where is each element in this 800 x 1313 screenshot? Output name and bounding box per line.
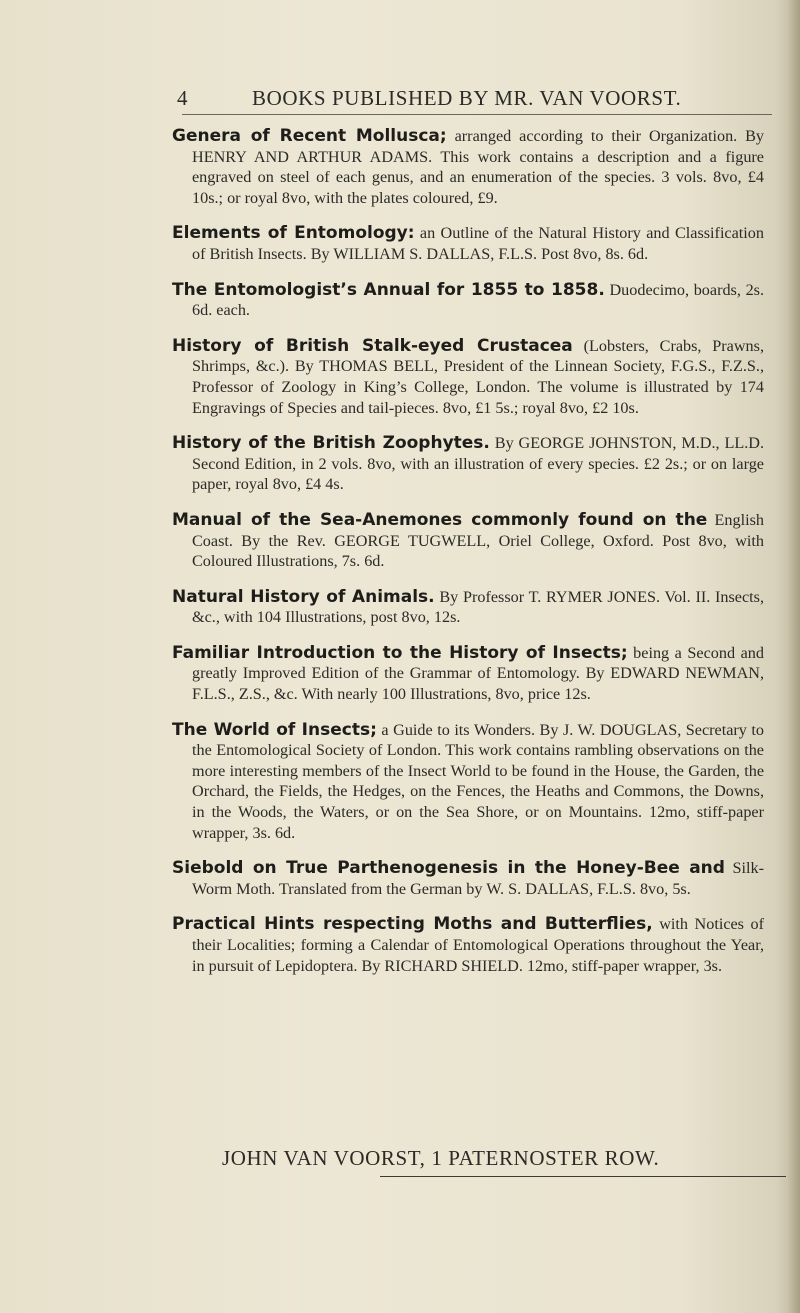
- entry-text: English Coast. By the Rev. GEORGE TUGWELL, Oriel College, Oxford. Post 8vo, with Coloured Illustrations, 7s. 6d.: [192, 510, 764, 571]
- entry-text: an Outline of the Natural History and Classification of British Insects. By WILLIAM S. DALLAS, F.L.S. Post 8vo, 8s. 6d.: [192, 224, 764, 263]
- catalogue-entry: [172, 587, 764, 628]
- page-header-title: BOOKS PUBLISHED BY MR. VAN VOORST.: [252, 86, 682, 110]
- publisher-imprint: JOHN VAN VOORST, 1 PATERNOSTER ROW.: [222, 1146, 660, 1170]
- entry-text: (Lobsters, Crabs, Prawns, Shrimps, &c.). By THOMAS BELL, President of the Linnean Society, F.G.S., F.Z.S., Professor of Zoology in King’s College, London. The volume is illustrated by 174 Engravings of Species and tail-pieces. 8vo, £1 5s.; royal 8vo, £2 10s.: [192, 336, 764, 417]
- page-number: 4: [177, 86, 189, 110]
- entry-text: Duodecimo, boards, 2s. 6d. each.: [192, 280, 765, 320]
- entry-title: Practical Hints respecting Moths and Butterflies,: [172, 914, 653, 935]
- entry-title: The Entomologist’s Annual for 1855 to 1858.: [172, 279, 605, 300]
- catalogue-entry: [172, 720, 764, 844]
- entry-text: By Professor T. RYMER JONES. Vol. II. Insects, &c., with 104 Illustrations, post 8vo, 12s.: [192, 587, 765, 627]
- page-edge-shadow: [786, 0, 800, 1313]
- entry-text: arranged according to their Organization. By HENRY AND ARTHUR ADAMS. This work contains a description and a figure engraved on steel of each genus, and an enumeration of the species. 3 vols. 8vo, £4 10s.; or royal 8vo, with the plates coloured, £9.: [192, 127, 765, 207]
- entry-text: By GEORGE JOHNSTON, M.D., LL.D. Second Edition, in 2 vols. 8vo, with an illustration of every species. £2 2s.; or on large paper, royal 8vo, £4 4s.: [192, 434, 765, 494]
- catalogue-entry: [172, 126, 764, 208]
- entry-title: History of British Stalk-eyed Crustacea: [172, 335, 573, 356]
- entry-title: Manual of the Sea-Anemones commonly found on the: [172, 509, 708, 530]
- entry-text: a Guide to its Wonders. By J. W. DOUGLAS, Secretary to the Entomological Society of London. This work contains rambling observations on the more interesting members of the Insect World to be found in the House, the Garden, the Orchard, the Fields, the Hedges, on the Fences, the Heaths and Commons, the Downs, in the Woods, the Waters, or on the Sea Shore, or on Mountains. 12mo, stiff-paper wrapper, 3s. 6d.: [192, 720, 765, 842]
- entry-title: Natural History of Animals.: [172, 586, 435, 607]
- catalogue-entry: [172, 223, 764, 264]
- catalogue-entries: [172, 126, 764, 991]
- catalogue-entry: [172, 433, 764, 495]
- entry-text: being a Second and greatly Improved Edition of the Grammar of Entomology. By EDWARD NEWMAN, F.L.S., Z.S., &c. With nearly 100 Illustrations, 8vo, price 12s.: [192, 643, 764, 704]
- catalogue-entry: [172, 280, 764, 321]
- catalogue-entry: [172, 336, 764, 418]
- entry-text: with Notices of their Localities; forming a Calendar of Entomological Operations throughout the Year, in pursuit of Lepidoptera. By RICHARD SHIELD. 12mo, stiff-paper wrapper, 3s.: [192, 915, 765, 975]
- catalogue-entry: [172, 858, 764, 899]
- footer-rule: [380, 1176, 800, 1177]
- entry-title: Familiar Introduction to the History of Insects;: [172, 642, 628, 663]
- entry-title: Siebold on True Parthenogenesis in the Honey-Bee and: [172, 858, 725, 879]
- entry-title: Genera of Recent Mollusca;: [172, 126, 447, 146]
- entry-title: History of the British Zoophytes.: [172, 433, 490, 454]
- entry-title: The World of Insects;: [172, 719, 377, 740]
- header-rule: [182, 114, 772, 115]
- entry-title: Elements of Entomology:: [172, 223, 415, 244]
- catalogue-entry: [172, 510, 764, 572]
- catalogue-entry: [172, 643, 764, 705]
- catalogue-entry: [172, 914, 764, 976]
- entry-text: Silk-Worm Moth. Translated from the German by W. S. DALLAS, F.L.S. 8vo, 5s.: [192, 859, 765, 898]
